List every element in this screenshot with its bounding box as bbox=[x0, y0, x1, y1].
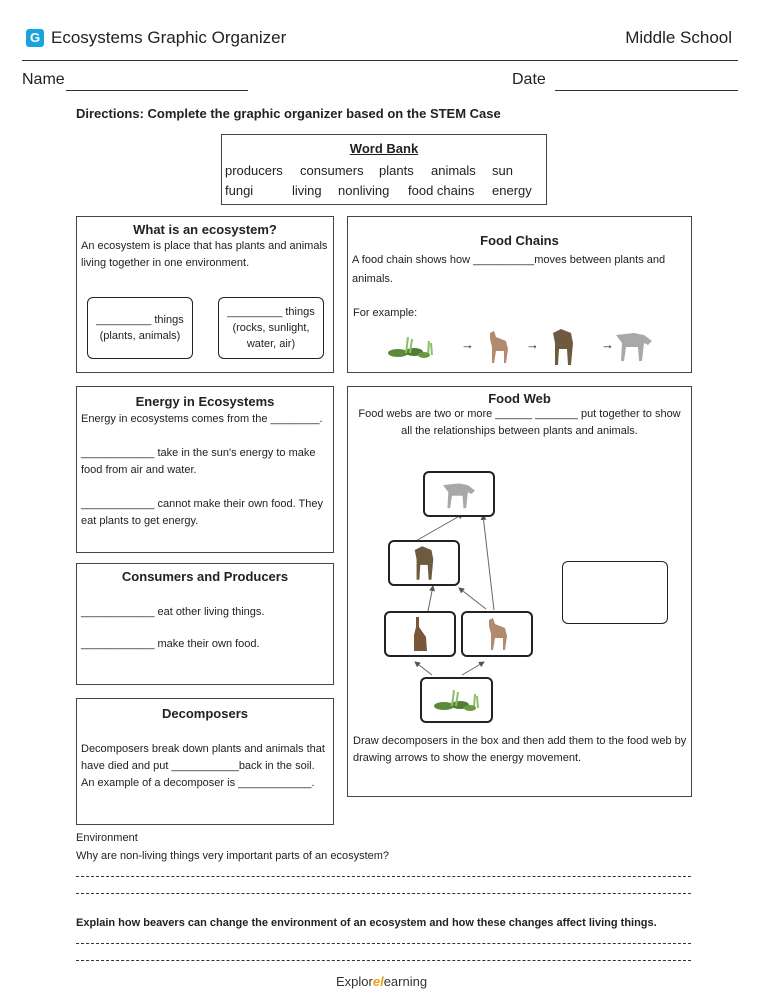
name-field[interactable] bbox=[66, 90, 248, 91]
arrow: → bbox=[601, 337, 614, 352]
name-label: Name bbox=[22, 71, 65, 88]
coyote-icon bbox=[411, 544, 437, 582]
living-things-examples: (plants, animals) bbox=[99, 330, 181, 342]
arrow: → bbox=[461, 337, 474, 352]
word: food chains bbox=[408, 183, 475, 198]
producers-definition: ____________ make their own food. bbox=[81, 638, 260, 650]
word: producers bbox=[225, 163, 283, 178]
food-web-section bbox=[347, 386, 692, 797]
date-label: Date bbox=[512, 71, 546, 88]
word-bank-row-1 bbox=[225, 163, 545, 183]
food-web-title: Food Web bbox=[488, 391, 551, 406]
answer-line[interactable] bbox=[76, 960, 691, 961]
consumers-producers-title: Consumers and Producers bbox=[121, 569, 289, 584]
logo-icon: G bbox=[26, 29, 44, 47]
rabbit-icon bbox=[410, 615, 430, 653]
word: animals bbox=[431, 163, 476, 178]
decomposer-drawing-box[interactable] bbox=[562, 561, 668, 624]
arrow: → bbox=[526, 337, 539, 352]
nonliving-things-box bbox=[218, 297, 324, 359]
decomposers-title: Decomposers bbox=[162, 706, 248, 721]
word: fungi bbox=[225, 183, 254, 198]
grade-level: Middle School bbox=[625, 28, 732, 47]
nonliving-examples: (rocks, sunlight, bbox=[232, 322, 310, 334]
wolf-icon bbox=[439, 478, 479, 510]
nonliving-things-blank[interactable]: _________ things bbox=[227, 306, 315, 318]
header-divider bbox=[22, 60, 738, 61]
food-web-instructions: Draw decomposers in the box and then add them to the food web by drawing arrows to show the energy movement. bbox=[353, 735, 687, 764]
date-field[interactable] bbox=[555, 90, 738, 91]
plants-node bbox=[420, 677, 493, 723]
consumers-text: ____________ cannot make their own food. They eat plants to get energy. bbox=[81, 498, 323, 527]
deer-image bbox=[484, 329, 512, 365]
coyote-node bbox=[388, 540, 460, 586]
food-chains-title: Food Chains bbox=[480, 233, 559, 248]
decomposers-section bbox=[76, 698, 334, 825]
question-2: Explain how beavers can change the environment of an ecosystem and how these changes affect living things. bbox=[76, 917, 657, 929]
deer-node bbox=[461, 611, 533, 657]
consumers-definition: ____________ eat other living things. bbox=[81, 606, 265, 618]
ecosystem-text: An ecosystem is place that has plants and animals living together in one environment. bbox=[81, 240, 328, 269]
environment-label: Environment bbox=[76, 832, 138, 844]
word: consumers bbox=[300, 163, 364, 178]
food-chains-section bbox=[347, 216, 692, 373]
plants-image bbox=[386, 333, 436, 361]
answer-line[interactable] bbox=[76, 943, 691, 944]
word: sun bbox=[492, 163, 513, 178]
ecosystem-title: What is an ecosystem? bbox=[133, 222, 277, 237]
page-title: Ecosystems Graphic Organizer bbox=[51, 28, 287, 47]
word: energy bbox=[492, 183, 532, 198]
living-things-box bbox=[87, 297, 193, 359]
plants-icon bbox=[432, 686, 482, 714]
wolf-node bbox=[423, 471, 495, 517]
ecosystem-section bbox=[76, 216, 334, 373]
word: nonliving bbox=[338, 183, 390, 198]
question-1: Why are non-living things very important parts of an ecosystem? bbox=[76, 850, 390, 862]
living-things-blank[interactable]: _________ things bbox=[96, 314, 184, 326]
energy-source-text: Energy in ecosystems comes from the ________. bbox=[81, 413, 323, 425]
consumers-producers-section bbox=[76, 563, 334, 685]
word: plants bbox=[379, 163, 414, 178]
wolf-image bbox=[614, 327, 654, 363]
word-bank-title: Word Bank bbox=[349, 141, 419, 156]
explorelearning-logo: Explorelearning bbox=[336, 974, 428, 989]
food-web-text: Food webs are two or more ______ _______ put together to show all the relationships between plants and animals. bbox=[358, 408, 681, 437]
directions: Directions: Complete the graphic organizer based on the STEM Case bbox=[76, 106, 501, 121]
rabbit-node bbox=[384, 611, 456, 657]
deer-icon bbox=[483, 616, 511, 652]
energy-section bbox=[76, 386, 334, 553]
food-chains-text: A food chain shows how __________moves between plants and animals. bbox=[352, 254, 666, 285]
decomposers-text: Decomposers break down plants and animals that have died and put ___________back in the soil. An example of a decomposer is ____________. bbox=[81, 743, 325, 789]
answer-line[interactable] bbox=[76, 876, 691, 877]
answer-line[interactable] bbox=[76, 893, 691, 894]
word-bank-row-2 bbox=[225, 183, 545, 203]
example-label: For example: bbox=[353, 307, 418, 319]
producers-text: ____________ take in the sun's energy to make food from air and water. bbox=[81, 447, 316, 476]
nonliving-examples: water, air) bbox=[246, 338, 296, 350]
word-bank bbox=[221, 134, 547, 205]
energy-title: Energy in Ecosystems bbox=[135, 394, 275, 409]
word: living bbox=[292, 183, 322, 198]
coyote-image bbox=[549, 327, 577, 367]
